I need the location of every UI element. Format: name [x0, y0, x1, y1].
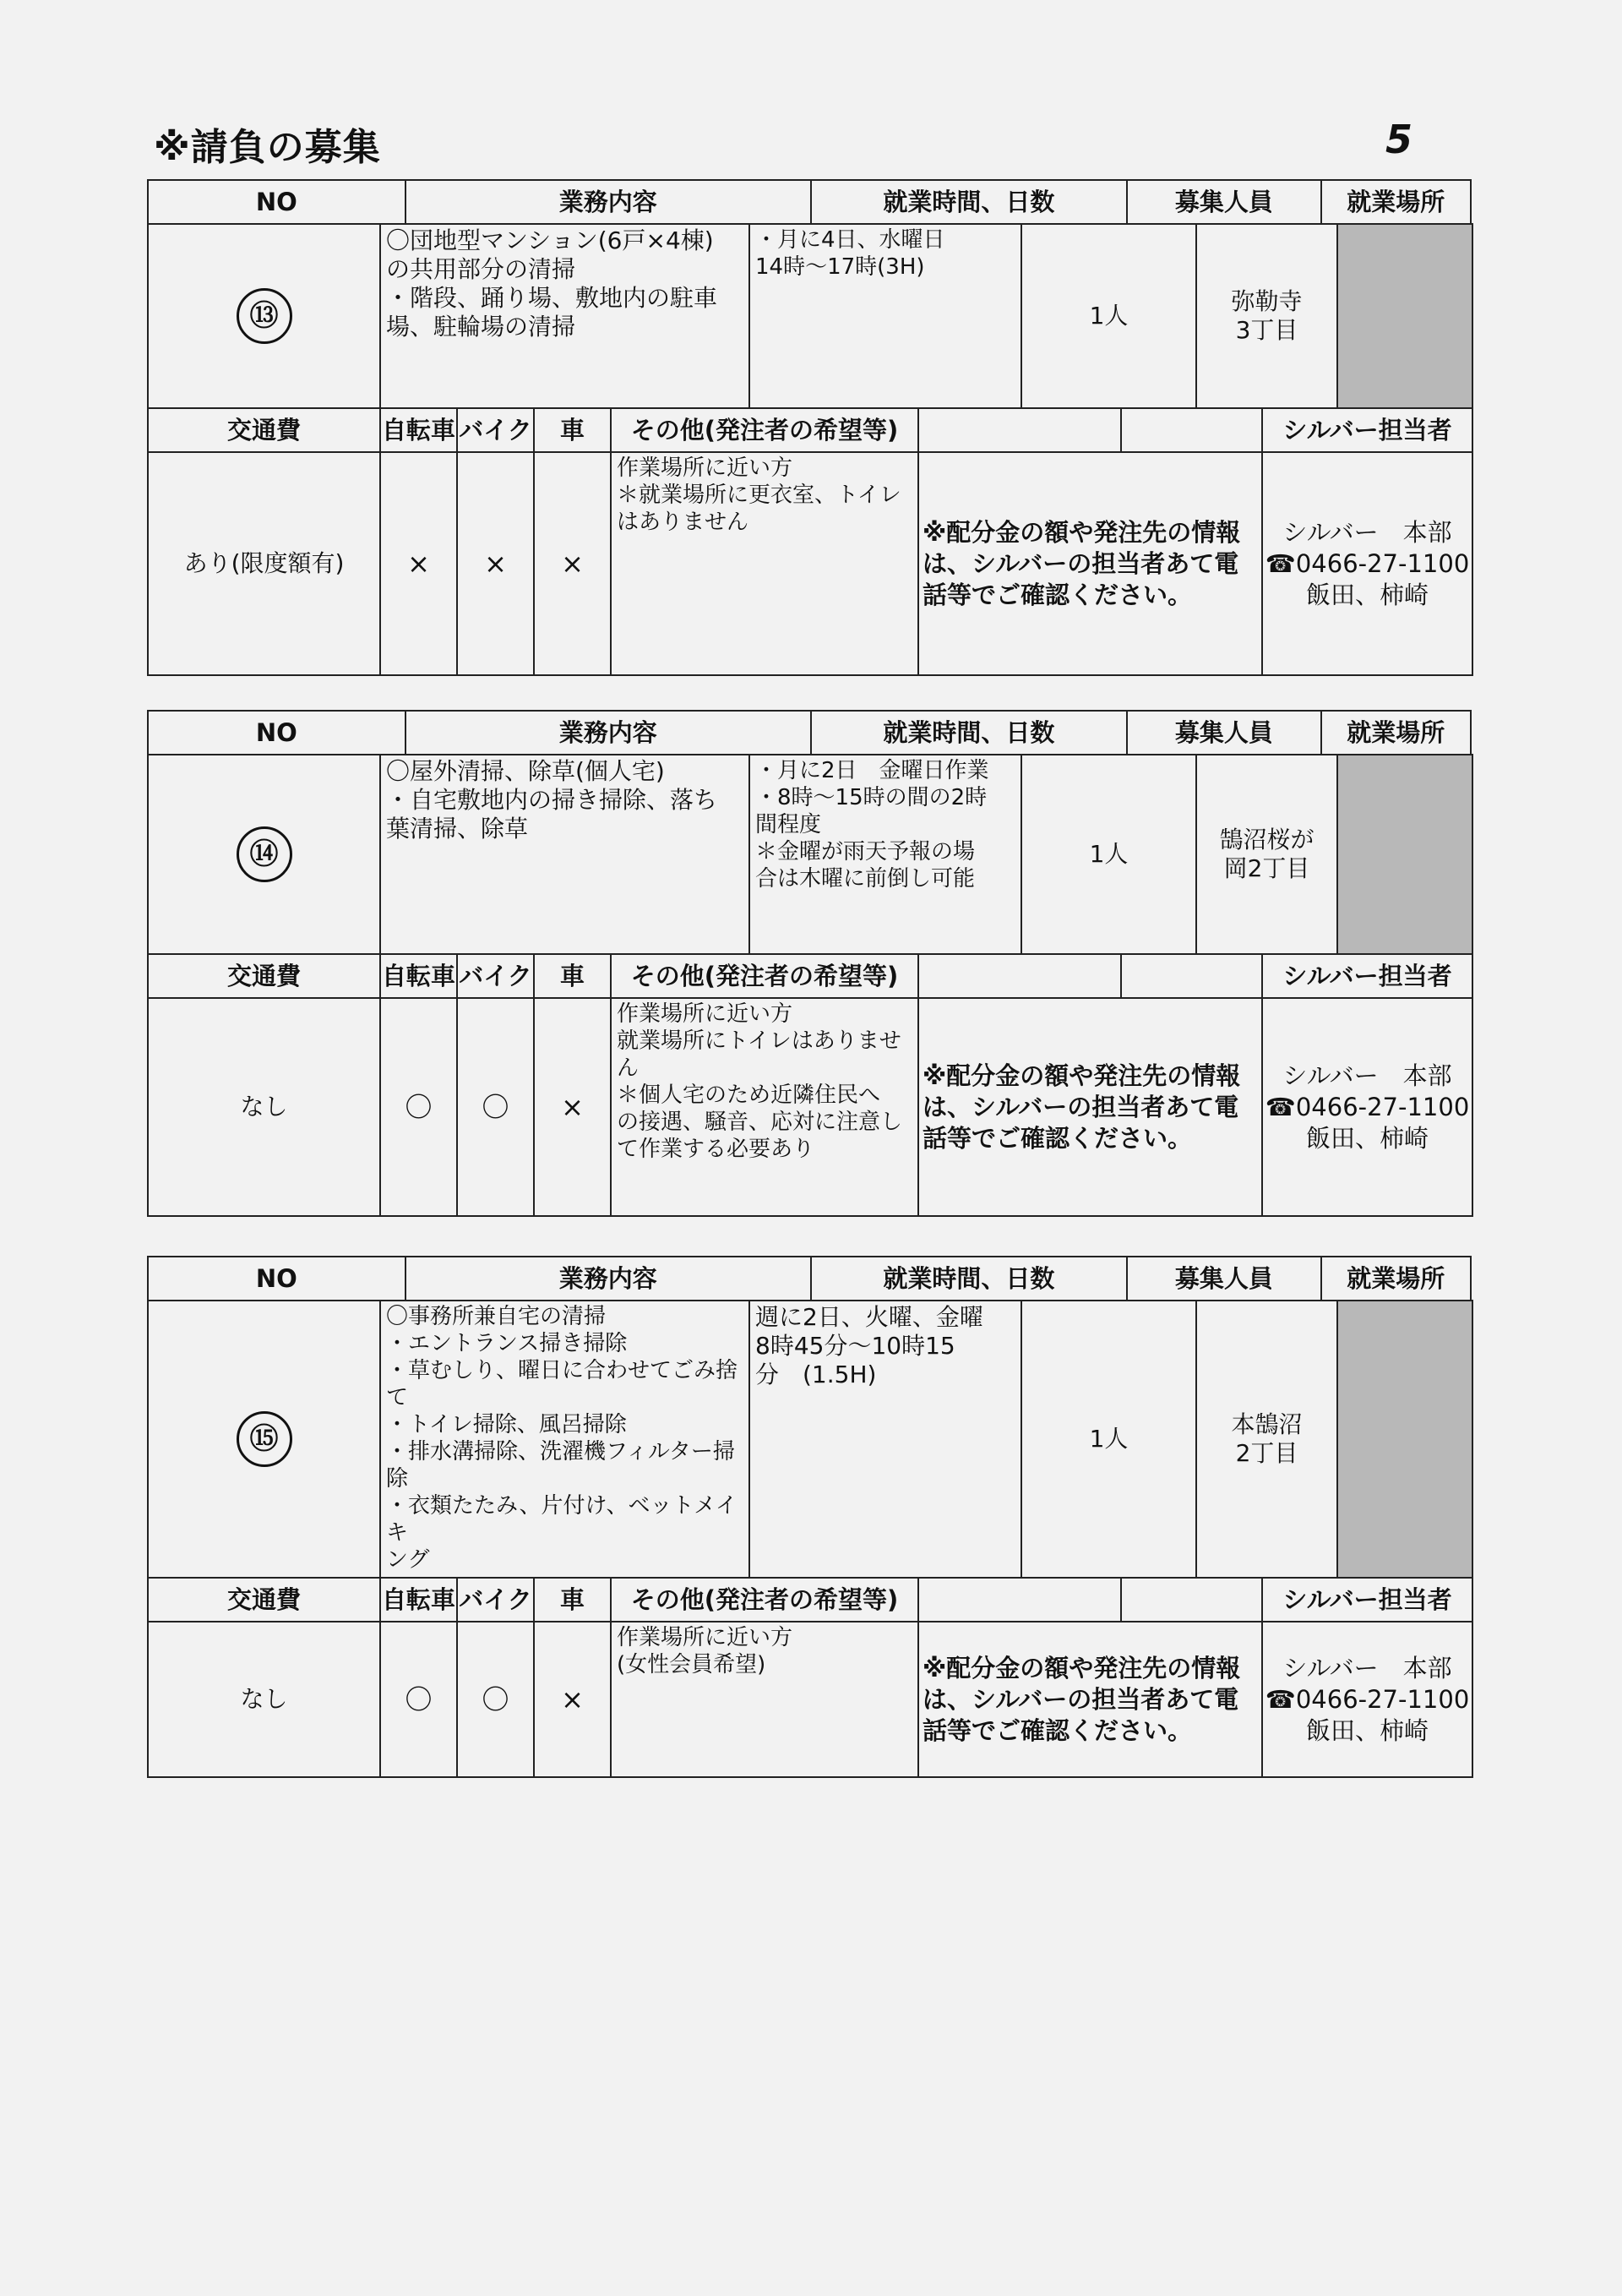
transport-value: なし	[148, 1622, 380, 1777]
bike-mark: 〇	[457, 1622, 534, 1777]
header-bike: バイク	[457, 954, 534, 998]
header-blank	[1121, 408, 1262, 452]
bike-mark: 〇	[457, 998, 534, 1216]
gray-cell	[1337, 224, 1472, 408]
notice-text: ※配分金の額や発注先の情報は、シルバーの担当者あて電話等でご確認ください。	[918, 998, 1262, 1216]
gray-cell	[1337, 755, 1472, 954]
header-work: 業務内容	[406, 180, 811, 224]
job-place: 鵠沼桜が 岡2丁目	[1196, 755, 1337, 954]
job-table-lower	[147, 407, 1473, 676]
header-no: NO	[148, 1257, 406, 1301]
other-notes: 作業場所に近い方 (女性会員希望)	[611, 1622, 918, 1777]
staff-contact: シルバー 本部 ☎0466-27-1100 飯田、柿崎	[1262, 998, 1472, 1216]
car-mark: ×	[534, 452, 611, 675]
header-hours: 就業時間、日数	[811, 180, 1128, 224]
header-car: 車	[534, 408, 611, 452]
job-block-15	[147, 1256, 1472, 1778]
notice-text: ※配分金の額や発注先の情報は、シルバーの担当者あて電話等でご確認ください。	[918, 1622, 1262, 1777]
header-hours: 就業時間、日数	[811, 1257, 1128, 1301]
header-hours: 就業時間、日数	[811, 711, 1128, 755]
job-table-upper	[147, 710, 1472, 755]
header-car: 車	[534, 954, 611, 998]
header-bicycle: 自転車	[380, 954, 457, 998]
header-no: NO	[148, 180, 406, 224]
job-people: 1人	[1021, 224, 1196, 408]
job-hours: ・月に4日、水曜日 14時～17時(3H)	[749, 224, 1021, 408]
other-notes: 作業場所に近い方 ＊就業場所に更衣室、トイレ はありません	[611, 452, 918, 675]
bicycle-mark: 〇	[380, 1622, 457, 1777]
job-block-14	[147, 710, 1472, 1217]
header-people: 募集人員	[1127, 1257, 1320, 1301]
header-bicycle: 自転車	[380, 408, 457, 452]
bicycle-mark: ×	[380, 452, 457, 675]
job-hours: ・月に2日 金曜日作業 ・8時～15時の間の2時 間程度 ＊金曜が雨天予報の場 合は木曜に前倒し可能	[749, 755, 1021, 954]
gray-cell	[1337, 1301, 1472, 1578]
header-blank	[918, 408, 1121, 452]
bike-mark: ×	[457, 452, 534, 675]
header-blank	[1121, 1578, 1262, 1622]
job-number: ⑭	[148, 755, 380, 954]
job-work-description: 〇団地型マンション(6戸×4棟) の共用部分の清掃 ・階段、踊り場、敷地内の駐車 場、駐輪場の清掃	[380, 224, 749, 408]
header-bike: バイク	[457, 408, 534, 452]
header-staff: シルバー担当者	[1262, 1578, 1472, 1622]
other-notes: 作業場所に近い方 就業場所にトイレはありませ ん ＊個人宅のため近隣住民へ の接遇、騒音、応対に注意し て作業する必要あり	[611, 998, 918, 1216]
header-place: 就業場所	[1321, 1257, 1471, 1301]
header-no: NO	[148, 711, 406, 755]
header-staff: シルバー担当者	[1262, 408, 1472, 452]
header-transport: 交通費	[148, 1578, 380, 1622]
job-place: 本鵠沼 2丁目	[1196, 1301, 1337, 1578]
header-other: その他(発注者の希望等)	[611, 954, 918, 998]
document-title: ※請負の募集	[154, 126, 381, 169]
notice-text: ※配分金の額や発注先の情報は、シルバーの担当者あて電話等でご確認ください。	[918, 452, 1262, 675]
header-place: 就業場所	[1321, 180, 1471, 224]
job-people: 1人	[1021, 1301, 1196, 1578]
header-blank	[918, 1578, 1121, 1622]
header-other: その他(発注者の希望等)	[611, 408, 918, 452]
job-number: ⑮	[148, 1301, 380, 1578]
car-mark: ×	[534, 998, 611, 1216]
header-other: その他(発注者の希望等)	[611, 1578, 918, 1622]
bicycle-mark: 〇	[380, 998, 457, 1216]
header-blank	[918, 954, 1121, 998]
header-bike: バイク	[457, 1578, 534, 1622]
header-people: 募集人員	[1127, 180, 1320, 224]
job-table-body	[147, 754, 1473, 955]
staff-contact: シルバー 本部 ☎0466-27-1100 飯田、柿崎	[1262, 1622, 1472, 1777]
job-table-body	[147, 1300, 1473, 1579]
job-work-description: 〇事務所兼自宅の清掃 ・エントランス掃き掃除 ・草むしり、曜日に合わせてごみ捨 て ・トイレ掃除、風呂掃除 ・排水溝掃除、洗濯機フィルター掃 除 ・衣類たたみ、片付け、ベットメイキ ング	[380, 1301, 749, 1578]
job-hours: 週に2日、火曜、金曜 8時45分～10時15 分 (1.5H)	[749, 1301, 1021, 1578]
job-people: 1人	[1021, 755, 1196, 954]
header-transport: 交通費	[148, 408, 380, 452]
header-bicycle: 自転車	[380, 1578, 457, 1622]
transport-value: あり(限度額有)	[148, 452, 380, 675]
job-table-upper	[147, 179, 1472, 225]
header-people: 募集人員	[1127, 711, 1320, 755]
job-table-body	[147, 223, 1473, 409]
job-work-description: 〇屋外清掃、除草(個人宅) ・自宅敷地内の掃き掃除、落ち 葉清掃、除草	[380, 755, 749, 954]
header-work: 業務内容	[406, 711, 811, 755]
job-table-upper	[147, 1256, 1472, 1301]
header-car: 車	[534, 1578, 611, 1622]
header-blank	[1121, 954, 1262, 998]
job-block-13	[147, 179, 1472, 676]
header-work: 業務内容	[406, 1257, 811, 1301]
transport-value: なし	[148, 998, 380, 1216]
job-place: 弥勒寺 3丁目	[1196, 224, 1337, 408]
job-table-lower	[147, 1577, 1473, 1778]
job-number: ⑬	[148, 224, 380, 408]
car-mark: ×	[534, 1622, 611, 1777]
staff-contact: シルバー 本部 ☎0466-27-1100 飯田、柿崎	[1262, 452, 1472, 675]
header-staff: シルバー担当者	[1262, 954, 1472, 998]
header-place: 就業場所	[1321, 711, 1471, 755]
page-number: 5	[1385, 117, 1413, 162]
header-transport: 交通費	[148, 954, 380, 998]
job-table-lower	[147, 953, 1473, 1217]
